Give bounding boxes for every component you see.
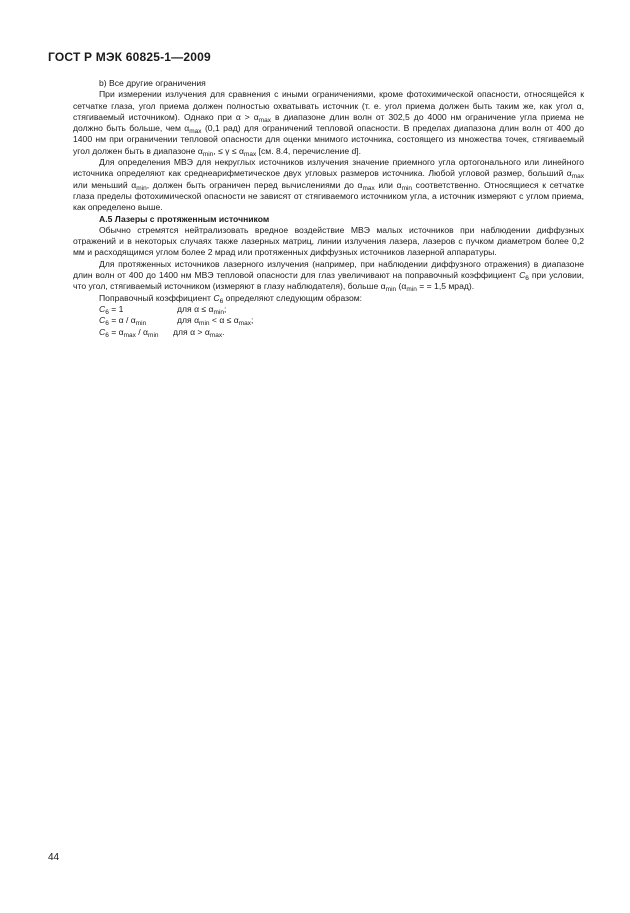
page-number: 44	[48, 852, 60, 863]
formula-lhs: $C_6 = 1$	[99, 303, 124, 316]
formula-condition: для $\alpha > \alpha_{max}$.	[173, 326, 225, 339]
paragraph-angle-of-acceptance: При измерении излучения для сравнения с иными ограничениями, кроме фотохимической опасности, относящейся к сетчатке глаза, угол приема должен полностью охватывать источник (т. е. угол приема должен быть таким же, как угол α, стягиваемый источником). Однако при $\alpha > \alpha_{max}$ в диапазоне длин волн от 302,5 до 4000 нм ограничение угла приема не должно быть больше, чем $\alpha_{max}$ (0,1 рад) для ограничений тепловой опасности. В пределах диапазона длин волн от 400 до 1400 нм при ограничении тепловой опасности для оценки мнимого источника, состоящего из множества точек, стягиваемый угол должен быть в диапазоне $\alpha_{min}$, ≤ $\gamma \le \alpha_{max}$ [см. 8.4, перечисление d].	[73, 89, 585, 158]
paragraph-correction-factor: Поправочный коэффициент $C_6$ определяют следующим образом:	[99, 292, 363, 305]
formula-condition: для $\alpha_{min} < \alpha \le \alpha_{max}$;	[177, 315, 254, 328]
formula-row	[99, 304, 584, 315]
formula-condition: для $\alpha \le \alpha_{min}$;	[177, 303, 227, 316]
section-heading-a5: А.5 Лазеры с протяженным источником	[99, 213, 270, 224]
paragraph-extended-sources: Для протяженных источников лазерного излучения (например, при наблюдении диффузного отражения) в диапазоне длин волн от 400 до 1400 нм МВЭ тепловой опасности для глаз увеличивают на поправочный коэффициент $C_6$ при условии, что угол, стягиваемый источником (измеряют в глазу наблюдателя), больше $\alpha_{min}$ ($\alpha_{min}$ = = 1,5 мрад).	[73, 258, 585, 294]
formula-lhs: $C_6 = \alpha_{max} / \alpha_{min}$	[99, 326, 159, 339]
paragraph-diffuse-reflections: Обычно стремятся нейтрализовать вредное воздействие МВЭ малых источников при наблюдении диффузных отражений и в некоторых случаях также лазерных матриц, линии излучения лазера, лазеров с пучком диаметром более 0,2 мм и расходящимся углом более 2 мрад или протяженных диффузных источников лазерной аппаратуры.	[73, 224, 584, 258]
formula-list	[73, 304, 584, 338]
formula-row	[99, 327, 584, 338]
list-item-b: b) Все другие ограничения	[99, 78, 206, 88]
document-body	[73, 78, 584, 338]
page-header-title: ГОСТ Р МЭК 60825-1—2009	[48, 50, 211, 64]
paragraph-noncircular-sources: Для определения МВЭ для некруглых источников излучения значение приемного угла ортогонального или линейного источника определяют как среднеарифметическое двух угловых размеров источника. Любой угловой размер, больший $\alpha_{max}$ или меньший $\alpha_{min}$, должен быть ограничен перед вычислениями до $\alpha_{max}$ или $\alpha_{min}$ соответственно. Относящиеся к сетчатке глаза пределы фотохимической опасности не зависят от стягиваемого источником угла, а источник измеряют с углом приема, как определено выше.	[73, 157, 585, 213]
formula-row	[99, 315, 584, 326]
formula-lhs: $C_6 = \alpha / \alpha_{min}$	[99, 315, 147, 328]
